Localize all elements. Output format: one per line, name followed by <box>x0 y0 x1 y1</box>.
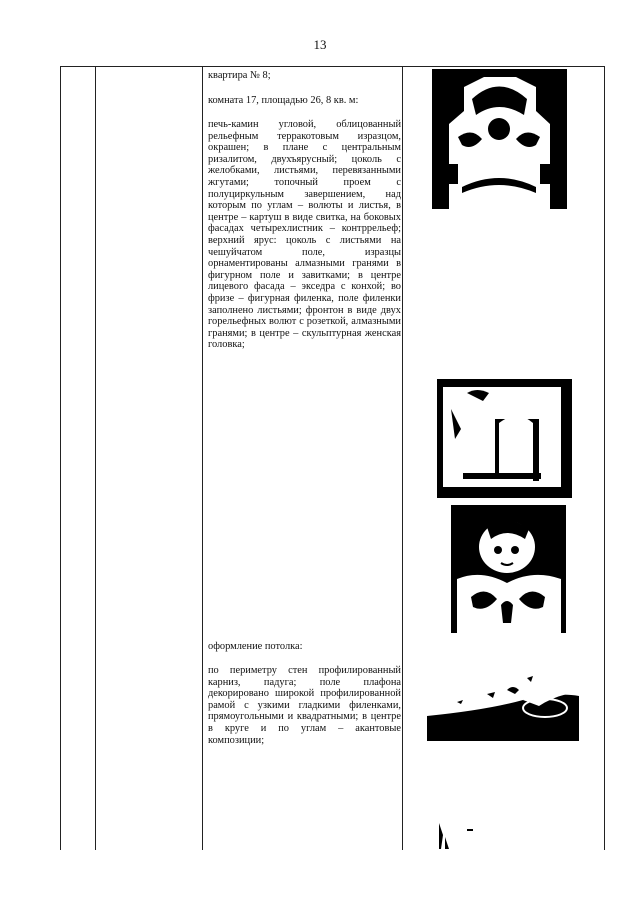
document-table <box>60 66 605 850</box>
fireplace-opening-photo <box>437 379 572 498</box>
column-divider <box>402 67 403 850</box>
room-label: комната 17, площадью 26, 8 кв. м: <box>208 95 359 106</box>
ceiling-heading: оформление потолка: <box>208 641 303 652</box>
column-divider <box>202 67 203 850</box>
apartment-label: квартира № 8; <box>208 70 271 81</box>
page-number: 13 <box>313 37 327 52</box>
female-head-sculpture-photo <box>451 505 566 633</box>
column-divider <box>95 67 96 850</box>
stove-description: печь-камин угловой, облицованный рельефным терракотовым изразцом, окрашен; в плане с центральным ризалитом, двухъярусный; цоколь с желобками, листьями, перевязанными жгутами; топочный проем с полуциркульным завершением, над которым по углам – волюты и листья, в центре – картуш в виде свитка, на боковых фасадах четырехлистник – контррельеф; верхний ярус: цоколь с листьями на чешуйчатом поле, изразцы орнаментированы алмазными гранями в фигурном поле и завитками; в центре лицевого фасада – экседра с конхой; во фризе – фигурная филенка, поле филенки заполнено листьями; фронтон в виде двух горельефных волют с розеткой, алмазными гранями; в центре – скульптурная женская головка; <box>208 119 401 351</box>
partial-photo-fragment <box>437 819 477 849</box>
stove-pediment-photo <box>432 69 567 209</box>
ceiling-description: по периметру стен профилированный карниз, падуга; поле плафона декорировано широкой профилированной рамой с узкими гладкими филенками, прямоугольными и квадратными; в центре в круге и по углам – акантовые композиции; <box>208 665 401 746</box>
ceiling-plafond-photo <box>427 670 579 741</box>
